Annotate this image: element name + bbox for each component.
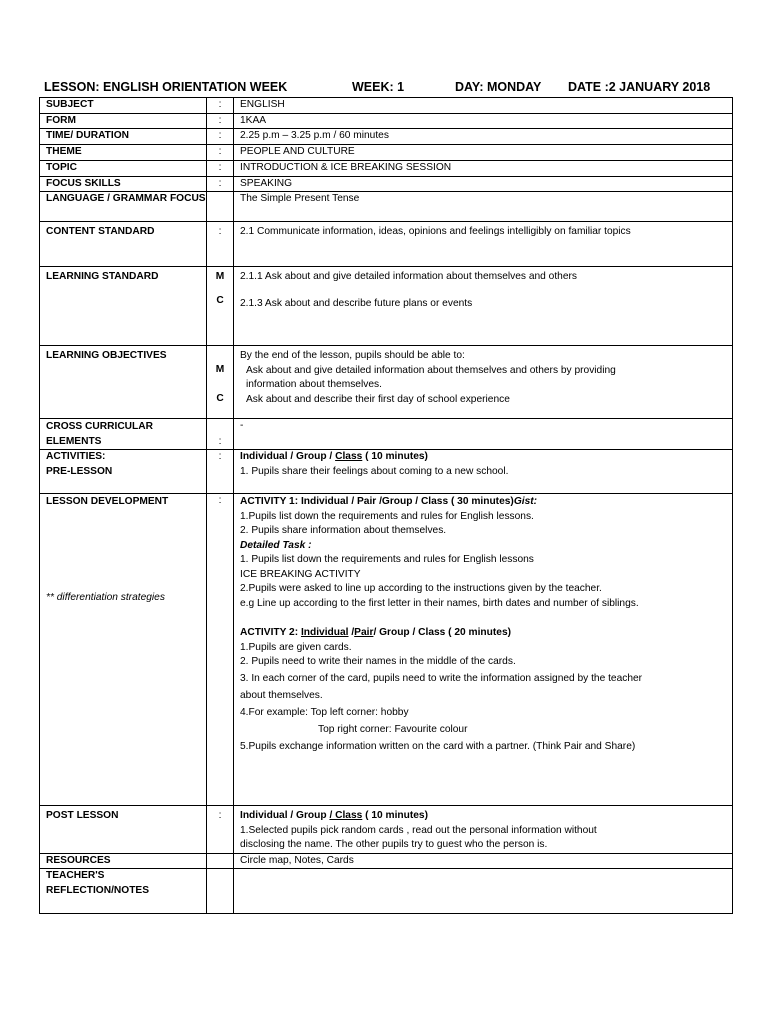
post-label: POST LESSON xyxy=(40,806,207,854)
learning-standard-values xyxy=(234,267,733,346)
activity-2-heading xyxy=(240,626,732,641)
pre-lesson-line-1: 1. Pupils share their feelings about coming to a new school. xyxy=(240,465,509,477)
development-label: LESSON DEVELOPMENT xyxy=(46,496,169,507)
activity-1-line-1: 1.Pupils list down the requirements and rules for English lessons. xyxy=(240,510,534,522)
activity-2-line-5: 4.For example: Top left corner: hobby xyxy=(240,706,409,718)
row-lesson-development xyxy=(40,494,733,806)
empty-cell xyxy=(207,192,234,222)
activity-2-title: ACTIVITY 2: xyxy=(240,627,301,638)
post-heading-duration: ( 10 minutes) xyxy=(362,810,428,821)
learning-standard-marks xyxy=(207,267,234,346)
colon: : xyxy=(207,450,234,494)
objectives-label: LEARNING OBJECTIVES xyxy=(40,346,207,419)
activities-label xyxy=(40,450,207,494)
post-heading-part: Individual / Group xyxy=(240,810,330,821)
objective-1b: information about themselves. xyxy=(246,379,382,390)
colon: : xyxy=(207,160,234,176)
content-label: CONTENT STANDARD xyxy=(40,222,207,267)
differentiation-note: ** differentiation strategies xyxy=(46,591,165,603)
reflection-value xyxy=(234,869,733,914)
objective-2: Ask about and describe their first day of school experience xyxy=(246,393,510,405)
time-label: TIME/ DURATION xyxy=(40,129,207,145)
day-label: DAY: MONDAY xyxy=(455,80,542,94)
detailed-line-2: ICE BREAKING ACTIVITY xyxy=(240,568,361,580)
topic-label: TOPIC xyxy=(40,160,207,176)
post-heading-class: / Class xyxy=(329,810,363,821)
detailed-line-4: e.g Line up according to the first letter in their names, birth dates and number of siblings. xyxy=(240,597,639,609)
learning-standard-label: LEARNING STANDARD xyxy=(40,267,207,346)
colon: : xyxy=(207,419,234,450)
activity-2-line-2: 2. Pupils need to write their names in the middle of the cards. xyxy=(240,656,516,667)
empty-cell xyxy=(207,853,234,869)
post-line-2: disclosing the name. The other pupils try to guest who the person is. xyxy=(240,839,548,850)
row-learning-objectives xyxy=(40,346,733,419)
lesson-header xyxy=(44,80,724,96)
activity-2-line-1: 1.Pupils are given cards. xyxy=(240,641,352,653)
colon: : xyxy=(207,222,234,267)
row-form xyxy=(40,113,733,129)
activities-label-2: PRE-LESSON xyxy=(46,465,113,477)
row-content-standard xyxy=(40,222,733,267)
heading-class: Class xyxy=(335,451,363,462)
theme-value: PEOPLE AND CULTURE xyxy=(234,145,733,161)
detailed-task-label: Detailed Task : xyxy=(240,539,312,551)
mark-c: C xyxy=(216,294,224,306)
activity-1-line-2: 2. Pupils share information about themselves. xyxy=(240,525,447,536)
activity-2-sep: / xyxy=(348,627,355,638)
colon: : xyxy=(207,494,234,806)
activities-values xyxy=(234,450,733,494)
colon: : xyxy=(207,806,234,854)
activity-1-title: ACTIVITY 1: Individual / Pair /Group / Class ( 30 minutes) xyxy=(240,496,514,507)
detailed-line-3: 2.Pupils were asked to line up according to the instructions given by the teacher. xyxy=(240,583,602,594)
subject-value: ENGLISH xyxy=(234,98,733,114)
activity-2-rest: / Group / Class ( 20 minutes) xyxy=(373,627,511,638)
colon: : xyxy=(207,129,234,145)
post-line-1: 1.Selected pupils pick random cards , read out the personal information without xyxy=(240,824,597,836)
mark-m: M xyxy=(215,271,225,282)
form-label: FORM xyxy=(40,113,207,129)
activity-2-line-3: 3. In each corner of the card, pupils need to write the information assigned by the teacher xyxy=(240,672,643,684)
row-theme xyxy=(40,145,733,161)
colon: : xyxy=(207,98,234,114)
cross-label: CROSS CURRICULAR ELEMENTS xyxy=(40,419,207,450)
resources-value: Circle map, Notes, Cards xyxy=(234,853,733,869)
lesson-plan-table xyxy=(39,97,733,914)
objective-1a: Ask about and give detailed information about themselves and others by providing xyxy=(246,364,616,376)
colon: : xyxy=(207,113,234,129)
cross-value: - xyxy=(234,419,733,450)
heading-part: Individual / Group / xyxy=(240,451,336,462)
development-label-cell xyxy=(40,494,207,806)
row-focus-skills xyxy=(40,176,733,192)
post-heading xyxy=(240,809,732,824)
row-subject xyxy=(40,98,733,114)
empty-cell xyxy=(207,869,234,914)
row-cross-curricular xyxy=(40,419,733,450)
activity-2-line-6: Top right corner: Favourite colour xyxy=(318,723,468,735)
development-values xyxy=(234,494,733,806)
objectives-values xyxy=(234,346,733,419)
row-grammar xyxy=(40,192,733,222)
date-label: DATE :2 JANUARY 2018 xyxy=(568,80,711,94)
colon: : xyxy=(207,176,234,192)
theme-label: THEME xyxy=(40,145,207,161)
activity-1-heading xyxy=(240,495,732,510)
resources-label: RESOURCES xyxy=(40,853,207,869)
row-topic xyxy=(40,160,733,176)
row-time xyxy=(40,129,733,145)
activity-2-line-4: about themselves. xyxy=(240,689,323,701)
row-post-lesson xyxy=(40,806,733,854)
pre-lesson-heading xyxy=(240,450,732,465)
objectives-intro: By the end of the lesson, pupils should be able to: xyxy=(240,350,465,361)
row-learning-standard xyxy=(40,267,733,346)
standard-line-1: 2.1.1 Ask about and give detailed information about themselves and others xyxy=(240,271,577,282)
mark-c: C xyxy=(216,392,224,404)
grammar-label: LANGUAGE / GRAMMAR FOCUS xyxy=(40,192,207,222)
colon: : xyxy=(207,145,234,161)
heading-duration: ( 10 minutes) xyxy=(362,451,428,462)
post-values xyxy=(234,806,733,854)
content-value: 2.1 Communicate information, ideas, opinions and feelings intelligibly on familiar topics xyxy=(234,222,733,267)
activity-2-individual: Individual xyxy=(300,627,349,638)
reflection-label: TEACHER'S REFLECTION/NOTES xyxy=(40,869,207,914)
detailed-line-1: 1. Pupils list down the requirements and rules for English lessons xyxy=(240,554,534,565)
objectives-marks xyxy=(207,346,234,419)
row-resources xyxy=(40,853,733,869)
mark-m: M xyxy=(215,364,225,375)
topic-value: INTRODUCTION & ICE BREAKING SESSION xyxy=(234,160,733,176)
gist-label: Gist: xyxy=(513,496,538,507)
lesson-title: LESSON: ENGLISH ORIENTATION WEEK xyxy=(44,80,288,94)
focus-label: FOCUS SKILLS xyxy=(40,176,207,192)
activities-label-1: ACTIVITIES: xyxy=(46,451,106,462)
subject-label: SUBJECT xyxy=(40,98,207,114)
form-value: 1KAA xyxy=(234,113,733,129)
focus-value: SPEAKING xyxy=(234,176,733,192)
standard-line-2: 2.1.3 Ask about and describe future plans or events xyxy=(240,297,473,309)
time-value: 2.25 p.m – 3.25 p.m / 60 minutes xyxy=(234,129,733,145)
row-activities xyxy=(40,450,733,494)
activity-2-pair: Pair xyxy=(354,627,374,638)
grammar-value: The Simple Present Tense xyxy=(234,192,733,222)
row-reflection xyxy=(40,869,733,914)
week-label: WEEK: 1 xyxy=(352,80,405,94)
activity-2-line-7: 5.Pupils exchange information written on the card with a partner. (Think Pair and Share) xyxy=(240,740,636,752)
